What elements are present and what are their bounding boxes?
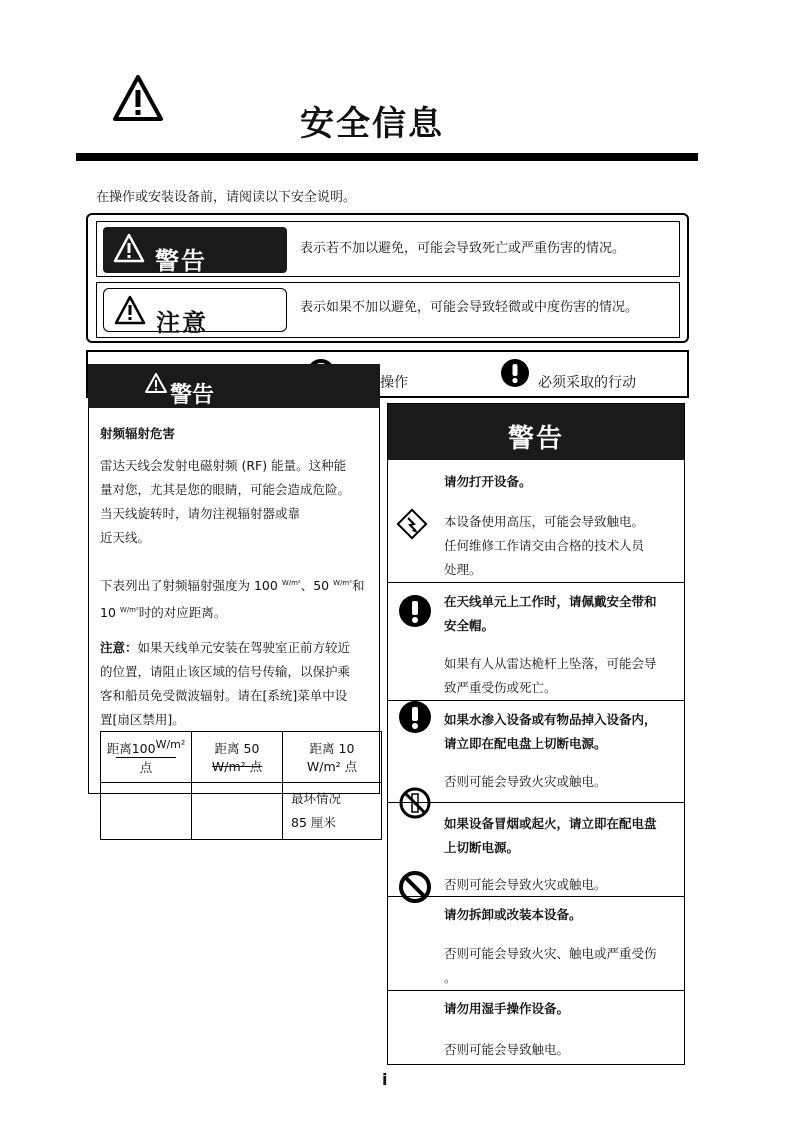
table-cell: 距离$100^{W/m^2}$ 点 <box>101 732 192 783</box>
warning-item-text: 否则可能会导致火灾或触电。 <box>444 774 607 789</box>
warning-badge <box>103 227 287 273</box>
mandatory-action-icon <box>398 700 432 734</box>
warning-description: 表示若不加以避免，可能会导致死亡或严重伤害的情况。 <box>300 241 626 256</box>
warning-item-text: 否则可能会导致火灾或触电。 <box>444 877 607 892</box>
warning-item-title: 如果设备冒烟或起火，请立即在配电盘 上切断电源。 <box>444 816 657 855</box>
section-divider <box>388 700 684 701</box>
table-cell: 距离 50 W/m² 点 <box>192 732 283 783</box>
note-label: 注意： <box>100 640 138 655</box>
prohibited-icon <box>398 870 432 904</box>
title-rule <box>76 153 698 161</box>
warning-triangle-icon <box>114 295 146 325</box>
warning-item-text: 本设备使用高压，可能会导致触电。 任何维修工作请交由合格的技术人员 处理。 <box>444 514 645 577</box>
warning-item-title: 请勿拆卸或改装本设备。 <box>444 907 582 922</box>
no-disassembly-icon <box>398 786 432 820</box>
table-cell <box>101 783 192 840</box>
caution-description: 表示如果不加以避免，可能会导致轻微或中度伤害的情况。 <box>300 300 639 315</box>
mandatory-action-icon <box>500 358 530 388</box>
intro-text: 在操作或安装设备前，请阅读以下安全说明。 <box>96 190 357 205</box>
warning-triangle-icon <box>112 74 164 122</box>
warning-item-text: 如果有人从雷达桅杆上坠落，可能会导 致严重受伤或死亡。 <box>444 656 657 695</box>
section-divider <box>388 802 684 803</box>
rf-distance-table <box>100 731 382 840</box>
section-divider <box>388 990 684 991</box>
table-cell <box>192 783 283 840</box>
warning-item-title: 在天线单元上工作时，请佩戴安全带和 安全帽。 <box>444 594 657 633</box>
section-divider <box>388 582 684 583</box>
warning-triangle-icon <box>113 233 145 263</box>
mandatory-action-label: 必须采取的行动 <box>538 375 636 391</box>
rf-panel-header-label: 警告 <box>170 383 215 408</box>
mandatory-action-icon <box>398 594 432 628</box>
section-divider <box>388 896 684 897</box>
page-number: i <box>382 1070 388 1089</box>
table-cell: 最坏情况 85 厘米 <box>283 783 382 840</box>
warning-item-title: 请勿用湿手操作设备。 <box>444 1001 570 1016</box>
table-row <box>101 783 382 840</box>
rf-panel-header <box>88 364 380 408</box>
warning-badge-label: 警告 <box>155 247 207 275</box>
rf-hazard-paragraph: 雷达天线会发射电磁射频 (RF) 能量。这种能 量对您，尤其是您的眼睛，可能会造成危险。 当天线旋转时，请勿注视辐射器或靠 近天线。 <box>100 458 351 545</box>
electric-shock-icon <box>396 508 428 540</box>
page-title: 安全信息 <box>300 104 444 144</box>
caution-badge <box>103 288 287 337</box>
general-warning-header <box>388 404 684 460</box>
prohibited-label: 操作 <box>380 375 408 391</box>
table-cell: 距离 10 W/m² 点 <box>283 732 382 783</box>
caution-badge-label: 注意 <box>156 309 208 337</box>
rf-hazard-title: 射频辐射危害 <box>100 426 176 441</box>
sector-blank-note: 注意：如果天线单元安装在驾驶室正前方较近 的位置，请阻止该区域的信号传输，以保护乘 客和船员免受微波辐射。请在[系统]菜单中设 置[扇区禁用]。 <box>100 640 351 727</box>
table-row <box>101 732 382 783</box>
rf-levels-paragraph: 下表列出了射频辐射强度为 100 $^{W/m^2}$、50 $^{W/m^2}$和 10 $^{W/m^2}$时的对应距离。 <box>100 578 365 621</box>
warning-item-text: 否则可能会导致触电。 <box>444 1042 570 1057</box>
warning-item-title: 请勿打开设备。 <box>444 474 532 489</box>
general-warning-header-label: 警告 <box>507 424 564 454</box>
warning-triangle-icon <box>144 372 168 394</box>
warning-item-text: 否则可能会导致火灾、触电或严重受伤 。 <box>444 946 657 985</box>
warning-item-title: 如果水渗入设备或有物品掉入设备内， 请立即在配电盘上切断电源。 <box>444 712 657 751</box>
